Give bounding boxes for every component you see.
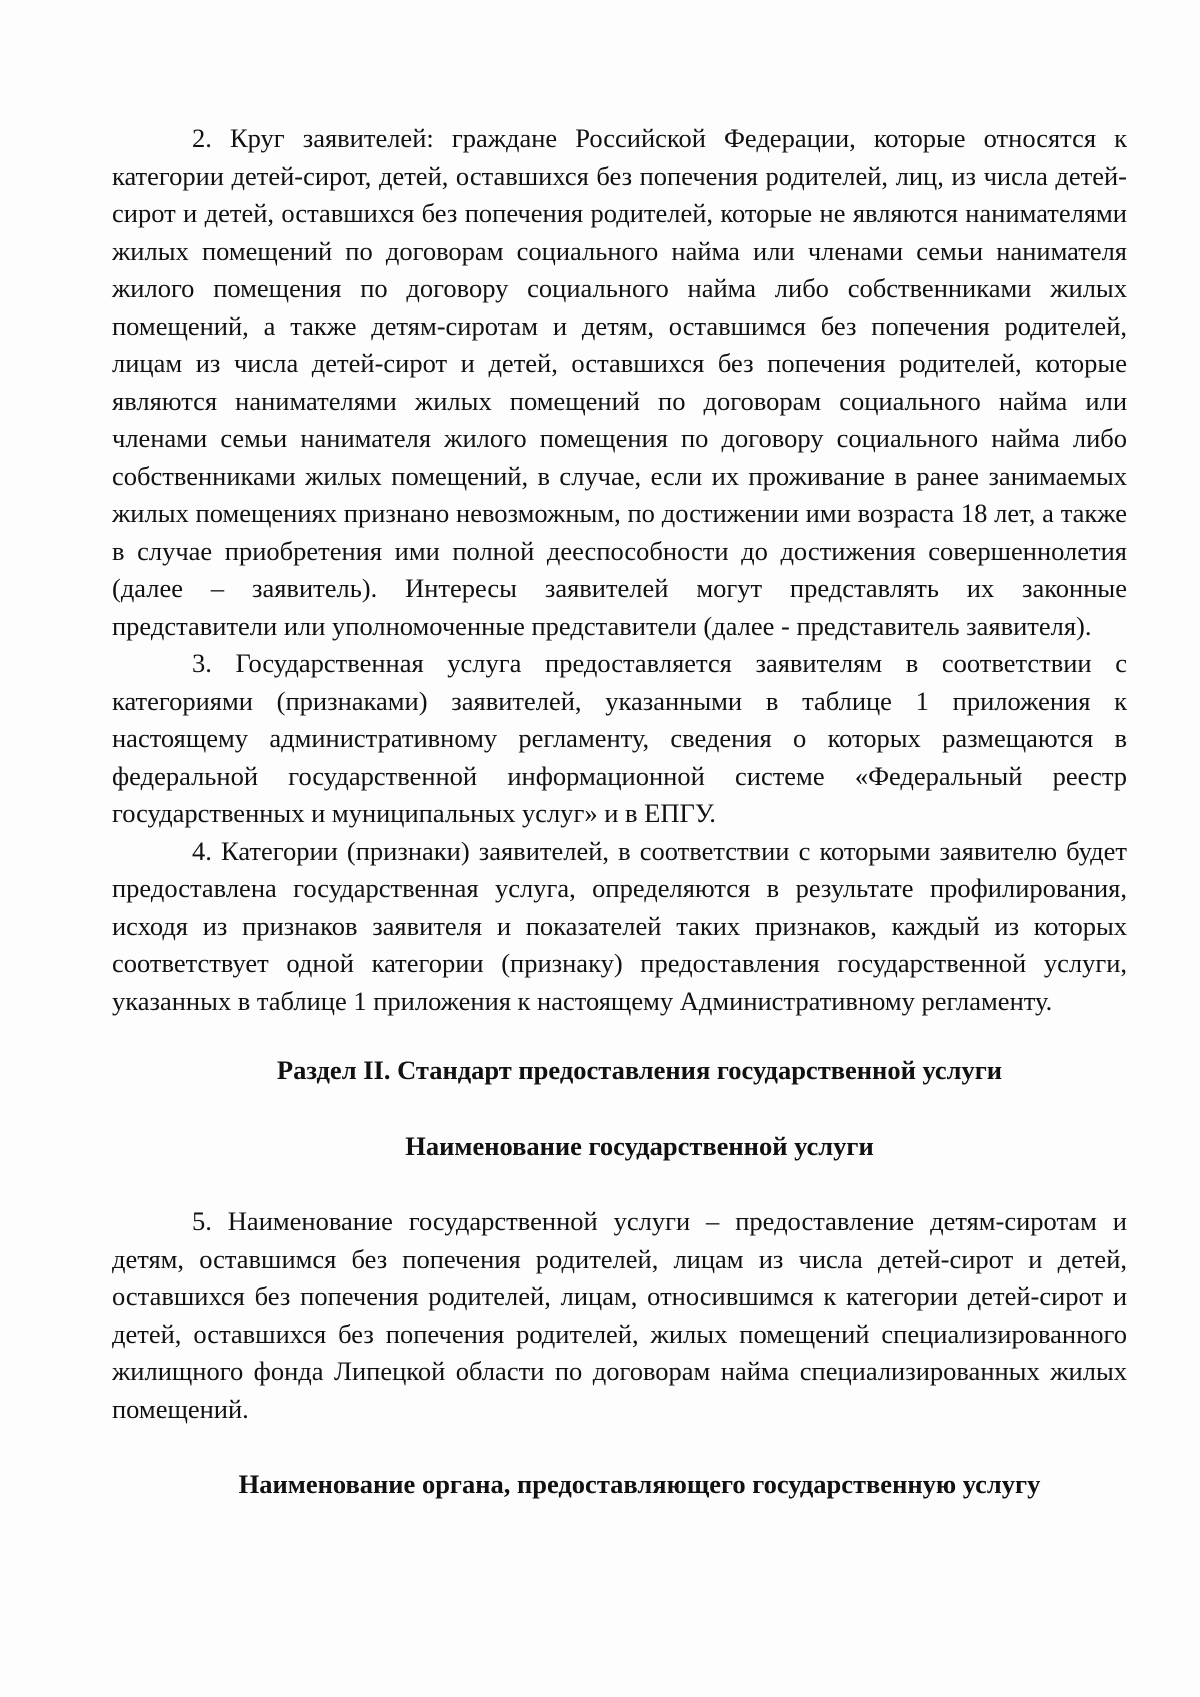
section-heading: Раздел II. Стандарт предоставления государственной услуги bbox=[276, 1055, 1003, 1085]
document-body bbox=[112, 120, 1127, 1504]
paragraph-4: 4. Категории (признаки) заявителей, в соответствии с которыми заявителю будет предоставлена государственная услуга, определяются в результате профилирования, исходя из признаков заявителя и показателей таких признаков, каждый из которых соответствует одной категории (признаку) предоставления государственной услуги, указанных в таблице 1 приложения к настоящему Административному регламенту. bbox=[112, 835, 1127, 1016]
paragraph-2: 2. Круг заявителей: граждане Российской Федерации, которые относятся к категории детей-сирот, детей, оставшихся без попечения родителей, лиц, из числа детей-сирот и детей, оставшихся без попечения родителей, которые не являются нанимателями жилых помещений по договорам социального найма или членами семьи нанимателя жилого помещения по договору социального найма либо собственниками жилых помещений, а также детям-сиротам и детям, оставшимся без попечения родителей, лицам из числа детей-сирот и детей, оставшихся без попечения родителей, которые являются нанимателями жилых помещений по договорам социального найма или членами семьи нанимателя жилого помещения по договору социального найма либо собственниками жилых помещений, в случае, если их проживание в ранее занимаемых жилых помещениях признано невозможным, по достижении ими возраста 18 лет, а также в случае приобретения ими полной дееспособности до достижения совершеннолетия (далее – заявитель). Интересы заявителей могут представлять их законные представители или уполномоченные представители (далее - представитель заявителя). bbox=[112, 123, 1127, 641]
subheading-service-name: Наименование государственной услуги bbox=[405, 1130, 874, 1161]
paragraph-5: 5. Наименование государственной услуги – предоставление детям-сиротам и детям, оставшимся без попечения родителей, лицам из числа детей-сирот и детей, оставшихся без попечения родителей, лицам, относившимся к категории детей-сирот и детей, оставшихся без попечения родителей, жилых помещений специализированного жилищного фонда Липецкой области по договорам найма специализированных жилых помещений. bbox=[112, 1206, 1127, 1424]
paragraph-3: 3. Государственная услуга предоставляется заявителям в соответствии с категориями (признаками) заявителей, указанными в таблице 1 приложения к настоящему административному регламенту, сведения о которых размещаются в федеральной государственной информационной системе «Федеральный реестр государственных и муниципальных услуг» и в ЕПГУ. bbox=[112, 648, 1127, 828]
subheading-organ: Наименование органа, предоставляющего государственную услугу bbox=[238, 1469, 1041, 1499]
